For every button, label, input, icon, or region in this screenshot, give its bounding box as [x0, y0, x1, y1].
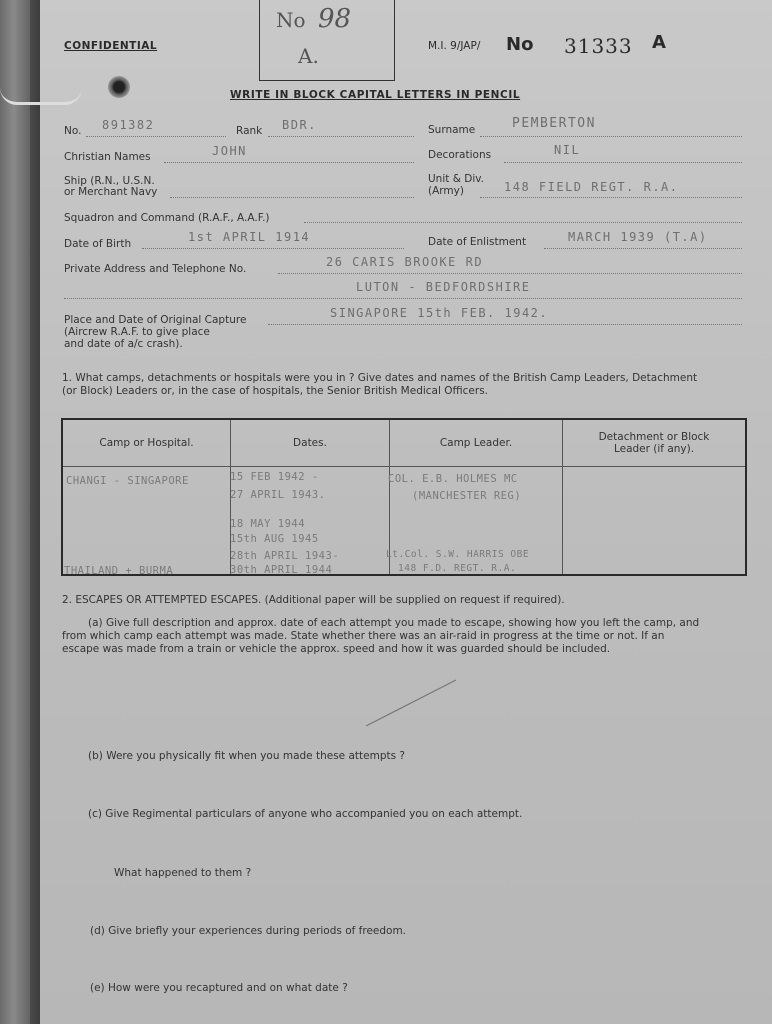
unit-line [480, 197, 742, 198]
serial-letter: A [652, 32, 666, 53]
dob-line [142, 248, 404, 249]
unit-value: 148 FIELD REGT. R.A. [504, 180, 679, 194]
dates-entry-3: 18 MAY 1944 [230, 518, 306, 530]
surname-line [480, 136, 742, 137]
ship-label-line1: Ship (R.N., U.S.N. [64, 175, 155, 187]
unit-label [428, 173, 484, 197]
stamp-letter: A. [298, 44, 319, 68]
christian-names-value: JOHN [212, 144, 247, 158]
christian-line [164, 162, 414, 163]
reference-label: M.I. 9/JAP/ [428, 40, 481, 52]
capture-label-line2: (Aircrew R.A.F. to give place [64, 326, 210, 338]
squadron-line [304, 222, 742, 223]
question-2e: (e) How were you recaptured and on what date ? [90, 982, 348, 994]
form-page [40, 0, 772, 1024]
ship-label-line2: or Merchant Navy [64, 186, 158, 198]
ship-label [64, 176, 157, 198]
address-value-line2: LUTON - BEDFORDSHIRE [356, 280, 531, 294]
question-2c: (c) Give Regimental particulars of anyone who accompanied you on each attempt. [88, 808, 523, 820]
no-label: No. [64, 125, 82, 137]
enlistment-value: MARCH 1939 (T.A) [568, 230, 708, 244]
question-2a-line2: from which camp each attempt was made. State whether there was an air-raid in progress at the time or not. If an [62, 630, 665, 642]
dates-entry-2: 27 APRIL 1943. [230, 489, 326, 501]
leader-entry-2: (MANCHESTER REG) [412, 490, 522, 502]
decorations-label: Decorations [428, 149, 492, 161]
column-header-camp-leader: Camp Leader. [390, 419, 563, 467]
capture-value: SINGAPORE 15th FEB. 1942. [330, 306, 549, 320]
camp-entry-2: THAILAND + BURMA [64, 565, 174, 577]
confidential-label: CONFIDENTIAL [64, 40, 158, 52]
capture-label-line1: Place and Date of Original Capture [64, 314, 247, 326]
leader-entry-3: Lt.Col. S.W. HARRIS OBE [386, 549, 530, 560]
rank-value: BDR. [282, 118, 317, 132]
surname-label: Surname [428, 124, 476, 136]
question-2-title: 2. ESCAPES OR ATTEMPTED ESCAPES. (Additional paper will be supplied on request if required). [62, 594, 565, 606]
leader-entry-1: COL. E.B. HOLMES MC [388, 473, 518, 485]
column-header-dates: Dates. [231, 419, 390, 467]
binding-string [0, 88, 82, 105]
number-label: No [506, 34, 534, 55]
serial-number: 31333 [564, 34, 633, 58]
instruction-heading: WRITE IN BLOCK CAPITAL LETTERS IN PENCIL [230, 89, 521, 101]
column-header-detachment-leader: Detachment or Block Leader (if any). [563, 419, 747, 467]
punch-hole [108, 76, 130, 98]
unit-label-line1: Unit & Div. [428, 173, 484, 185]
squadron-label: Squadron and Command (R.A.F., A.A.F.) [64, 212, 270, 224]
stamp-no: No [276, 8, 306, 32]
stamp-number: 98 [318, 4, 352, 34]
question-1-line2: (or Block) Leaders or, in the case of hospitals, the Senior British Medical Officers. [62, 385, 489, 397]
dates-entry-1: 15 FEB 1942 - [230, 471, 319, 483]
capture-line [268, 324, 742, 325]
unit-label-line2: (Army) [428, 185, 464, 197]
question-2c-followup: What happened to them ? [114, 867, 252, 879]
christian-names-label: Christian Names [64, 151, 151, 163]
dates-entry-4: 15th AUG 1945 [230, 533, 319, 545]
dob-label: Date of Birth [64, 238, 132, 250]
question-2a-line1: (a) Give full description and approx. date of each attempt you made to escape, showing how you left the camp, and [88, 617, 700, 629]
decorations-value: NIL [554, 143, 581, 157]
address-value-line1: 26 CARIS BROOKE RD [326, 255, 484, 269]
enlistment-label: Date of Enlistment [428, 236, 527, 248]
dates-entry-6: 30th APRIL 1944 [230, 564, 333, 576]
address-line2 [64, 298, 742, 299]
leader-entry-4: 148 F.D. REGT. R.A. [398, 563, 517, 574]
no-value: 891382 [102, 118, 155, 132]
ship-line [170, 197, 414, 198]
camp-entry-1: CHANGI - SINGAPORE [66, 475, 189, 487]
binder [0, 0, 34, 1024]
question-2d: (d) Give briefly your experiences during periods of freedom. [90, 925, 407, 937]
column-header-camp: Camp or Hospital. [62, 419, 231, 467]
dates-entry-5: 28th APRIL 1943- [230, 550, 340, 562]
surname-value: PEMBERTON [512, 116, 596, 131]
capture-label [64, 314, 246, 350]
capture-label-line3: and date of a/c crash). [64, 338, 183, 350]
no-line [86, 136, 226, 137]
rank-line [268, 136, 414, 137]
address-label: Private Address and Telephone No. [64, 263, 247, 275]
dob-value: 1st APRIL 1914 [188, 230, 311, 244]
stamp-box [259, 0, 395, 81]
question-2a-line3: escape was made from a train or vehicle the approx. speed and how it was guarded should be included. [62, 643, 611, 655]
pencil-stroke [360, 676, 460, 732]
question-2b: (b) Were you physically fit when you made these attempts ? [88, 750, 405, 762]
enlistment-line [544, 248, 742, 249]
table-header-row [62, 419, 746, 467]
detachment-cell [563, 467, 747, 576]
decorations-line [504, 162, 742, 163]
address-line1 [278, 273, 742, 274]
question-1-line1: 1. What camps, detachments or hospitals were you in ? Give dates and names of the British Camp Leaders, Detachment [62, 372, 698, 384]
rank-label: Rank [236, 125, 263, 137]
